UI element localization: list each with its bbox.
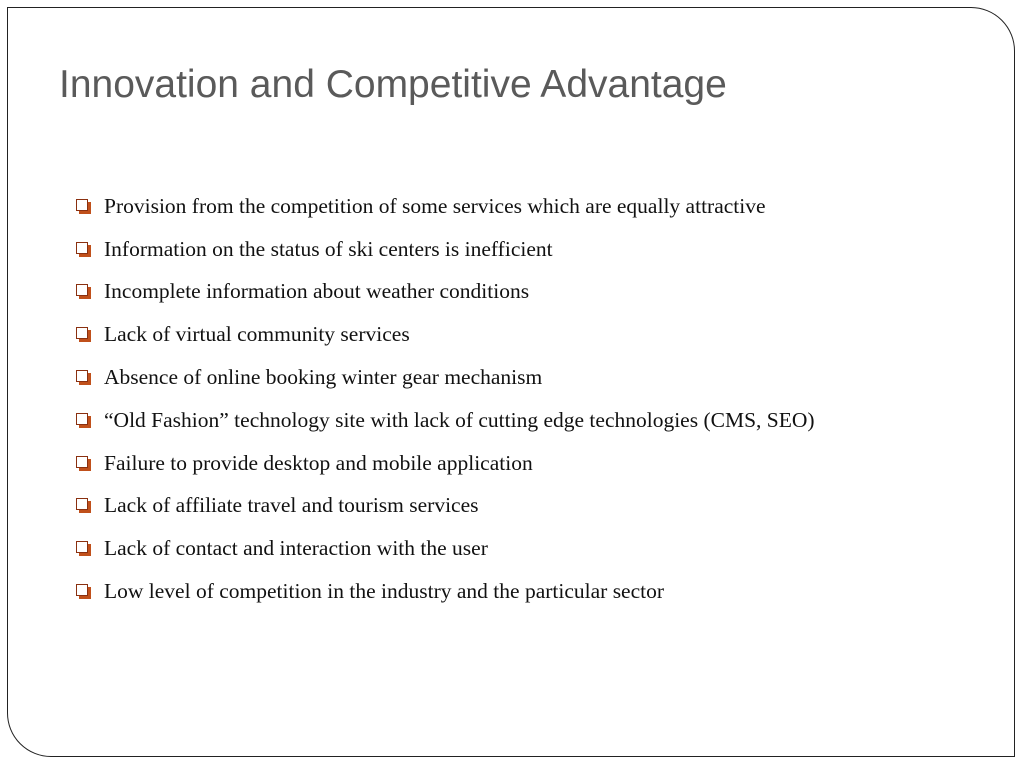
hollow-square-bullet-icon [76,199,91,214]
list-item [76,442,815,485]
slide-frame [7,7,1015,757]
list-item [76,185,815,228]
bullet-text: Lack of affiliate travel and tourism services [104,493,479,518]
hollow-square-bullet-icon [76,284,91,299]
hollow-square-bullet-icon [76,413,91,428]
bullet-text: Incomplete information about weather conditions [104,279,530,304]
list-item [76,527,815,570]
bullet-list [76,185,815,613]
bullet-text: Absence of online booking winter gear mechanism [104,365,543,390]
hollow-square-bullet-icon [76,498,91,513]
bullet-text: “Old Fashion” technology site with lack of cutting edge technologies (CMS, SEO) [104,407,815,432]
hollow-square-bullet-icon [76,242,91,257]
slide-title: Innovation and Competitive Advantage [59,63,727,106]
list-item [76,228,815,271]
hollow-square-bullet-icon [76,541,91,556]
hollow-square-bullet-icon [76,584,91,599]
bullet-text: Failure to provide desktop and mobile application [104,450,533,475]
bullet-text: Provision from the competition of some services which are equally attractive [104,193,766,218]
list-item [76,271,815,314]
bullet-text: Low level of competition in the industry and the particular sector [104,579,665,604]
hollow-square-bullet-icon [76,456,91,471]
list-item [76,313,815,356]
hollow-square-bullet-icon [76,370,91,385]
list-item [76,485,815,528]
bullet-text: Lack of contact and interaction with the user [104,536,488,561]
bullet-text: Lack of virtual community services [104,322,410,347]
bullet-text: Information on the status of ski centers is inefficient [104,236,553,261]
list-item [76,356,815,399]
list-item [76,570,815,613]
hollow-square-bullet-icon [76,327,91,342]
list-item [76,399,815,442]
